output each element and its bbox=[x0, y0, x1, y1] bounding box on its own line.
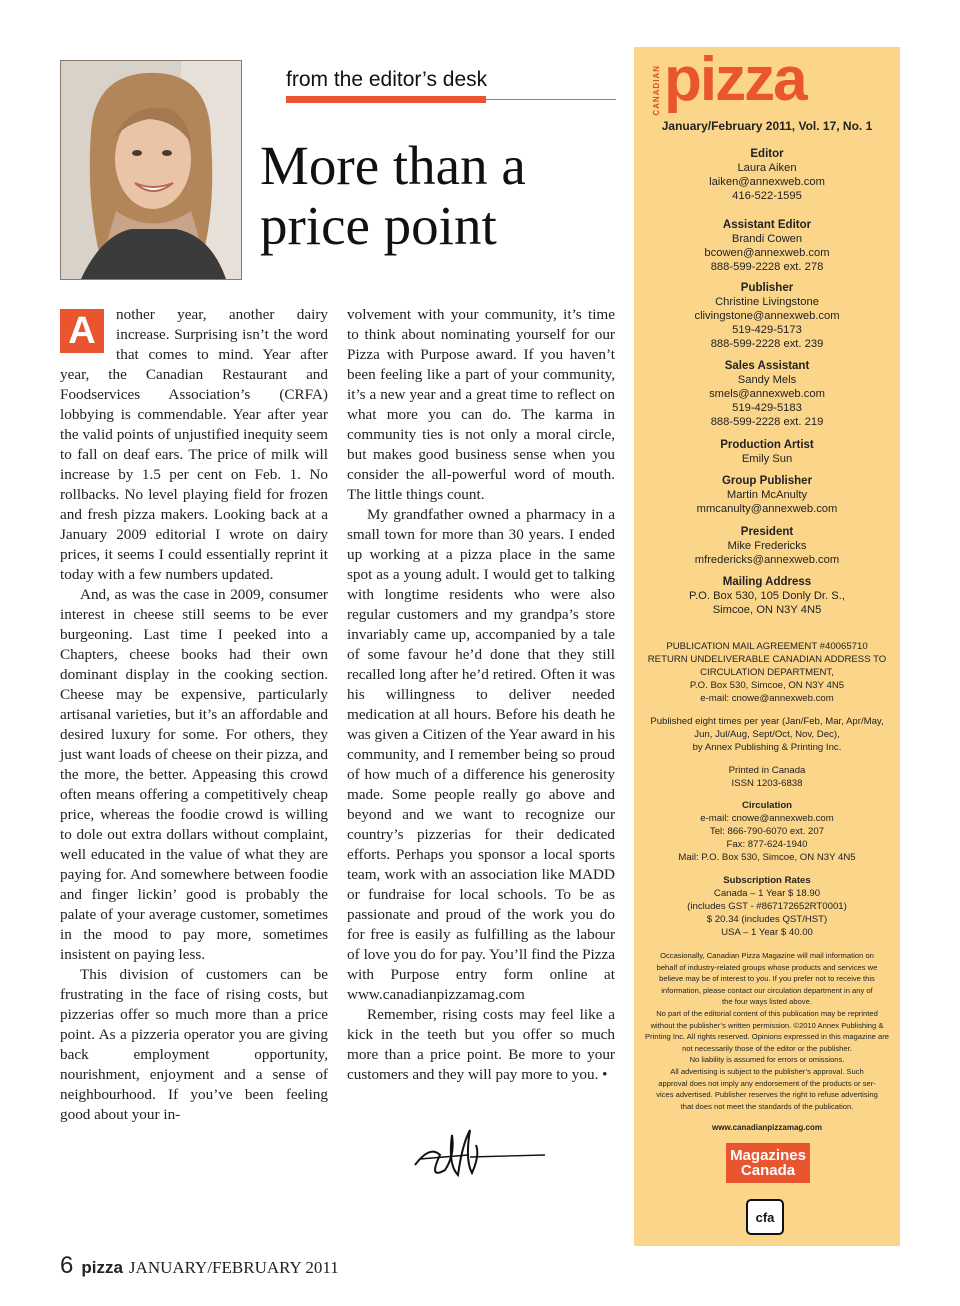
staff-role: Production Artist bbox=[720, 439, 814, 451]
staff-role: Editor bbox=[750, 148, 784, 160]
circulation-title: Circulation bbox=[741, 800, 793, 811]
page-footer bbox=[60, 1252, 339, 1280]
staff-detail: 888-599-2228 ext. 219 bbox=[710, 416, 824, 428]
editor-portrait-image bbox=[61, 61, 241, 279]
staff-role: Publisher bbox=[740, 282, 794, 294]
disclaimer-line: the four ways listed above. bbox=[722, 997, 812, 1007]
pizza-logo: pizza bbox=[664, 45, 806, 114]
staff-detail[interactable]: mmcanulty@annexweb.com bbox=[696, 503, 838, 515]
disclaimer-line: without the publisher’s written permission. ©2010 Annex Publishing & bbox=[650, 1020, 884, 1030]
circulation-info bbox=[640, 799, 894, 864]
frequency-line: by Annex Publishing & Printing Inc. bbox=[692, 742, 842, 753]
printed-info bbox=[640, 764, 894, 790]
staff-entry bbox=[634, 575, 900, 617]
circulation-line: Fax: 877-624-1940 bbox=[726, 839, 808, 850]
subscription-line: $ 20.34 (includes QST/HST) bbox=[706, 914, 828, 925]
staff-entry bbox=[634, 438, 900, 466]
staff-role: Group Publisher bbox=[721, 475, 813, 487]
staff-detail[interactable]: laiken@annexweb.com bbox=[709, 176, 825, 188]
disclaimer-line: All advertising is subject to the publisher’s approval. Such bbox=[670, 1066, 864, 1076]
staff-detail: Christine Livingstone bbox=[715, 296, 819, 308]
printed-line: Printed in Canada bbox=[728, 765, 806, 776]
publication-agreement bbox=[640, 640, 894, 705]
article-column-1 bbox=[60, 305, 328, 1125]
issue-info: January/February 2011, Vol. 17, No. 1 bbox=[661, 119, 873, 133]
staff-detail: Martin McAnulty bbox=[726, 489, 808, 501]
staff-detail: Mike Fredericks bbox=[727, 540, 807, 552]
editor-signature bbox=[410, 1125, 550, 1185]
staff-detail: Laura Aiken bbox=[737, 162, 797, 174]
circulation-line: Tel: 866-790-6070 ext. 207 bbox=[709, 826, 825, 837]
circulation-line: e-mail: cnowe@annexweb.com bbox=[700, 813, 834, 824]
cfa-logo-text: cfa bbox=[755, 1210, 775, 1225]
disclaimer-line: No liability is assumed for errors or omissions. bbox=[689, 1055, 845, 1065]
agreement-line: P.O. Box 530, Simcoe, ON N3Y 4N5 bbox=[689, 680, 845, 691]
staff-detail: 416-522-1595 bbox=[732, 190, 802, 202]
disclaimer-line: that does not meet the standards of the publication. bbox=[680, 1101, 854, 1111]
staff-entry bbox=[634, 147, 900, 203]
subscription-line: (includes GST - #867172652RT0001) bbox=[687, 901, 847, 912]
cfa-logo bbox=[745, 1198, 785, 1236]
staff-detail: Simcoe, ON N3Y 4N5 bbox=[712, 604, 822, 616]
staff-detail: 519-429-5173 bbox=[732, 324, 802, 336]
staff-role: Mailing Address bbox=[722, 576, 812, 588]
article-paragraph bbox=[60, 305, 328, 585]
staff-detail[interactable]: bcowen@annexweb.com bbox=[704, 247, 830, 259]
staff-entry bbox=[634, 359, 900, 429]
logo-text: Canada bbox=[740, 1162, 796, 1179]
staff-detail: Brandi Cowen bbox=[731, 233, 803, 245]
disclaimer-line: behalf of industry-related groups whose products and services we bbox=[656, 962, 878, 972]
disclaimer-line: vices advertised. Publisher reserves the right to refuse advertising bbox=[656, 1090, 878, 1100]
article-paragraph: And, as was the case in 2009, consumer interest in cheese still seems to be ever burgeoning. Last time I peeked into a Chapters, cheese books had their own dominant display in the cooking section. Cheese may be expensive, particularly artisanal varieties, but it’s an affordable and desired luxury for some. For others, they just want loads of cheese on their pizza, and the more, the better. Appeasing this crowd often means offering a competitively cheap price, whereas the foodie crowd is willing to dole out extra dollars without complaint, well educated in the value of what they are paying for. And somewhere between foodie and finger lickin’ good is probably the palate of your average customer, sometimes in the mood to pay more, sometimes insistent on paying less. bbox=[60, 586, 328, 963]
staff-detail: Emily Sun bbox=[741, 453, 793, 465]
disclaimer-line: believe may be of interest to you. If you prefer not to receive this bbox=[659, 974, 875, 984]
article-paragraph: Remember, rising costs may feel like a kick in the teeth but you offer so much more than a price point. Be more to your customers and they will pay more to you. • bbox=[347, 1006, 615, 1083]
subscription-line: Canada – 1 Year $ 18.90 bbox=[713, 888, 821, 899]
staff-entry bbox=[634, 218, 900, 274]
section-thin-rule bbox=[486, 99, 616, 100]
disclaimer bbox=[642, 950, 892, 1112]
disclaimer-line: Printing Inc. All rights reserved. Opinions expressed in this magazine are bbox=[645, 1032, 889, 1042]
article-column-2 bbox=[347, 305, 615, 1085]
website-link[interactable]: www.canadianpizzamag.com bbox=[712, 1123, 822, 1132]
footer-issue: JANUARY/FEBRUARY 2011 bbox=[128, 1258, 339, 1277]
drop-cap: A bbox=[60, 309, 104, 353]
headline-line-2: price point bbox=[260, 195, 497, 256]
disclaimer-line: information, please contact our circulation department in any of bbox=[661, 985, 873, 995]
staff-detail: 888-599-2228 ext. 239 bbox=[710, 338, 824, 350]
article-paragraph: volvement with your community, it’s time to think about nominating yourself for our Pizza with Purpose award. If you haven’t been feeling like a part of your community, it’s a new year and a great time to reflect on what more you can do. The karma in community ties is not only a moral circle, but makes good business sense when you consider the all-powerful word of mouth. The little things count. bbox=[347, 306, 615, 503]
magazines-canada-logo bbox=[726, 1143, 810, 1183]
staff-detail: P.O. Box 530, 105 Donly Dr. S., bbox=[689, 590, 845, 602]
disclaimer-line: Occasionally, Canadian Pizza Magazine will mail information on bbox=[660, 951, 874, 960]
frequency-line: Jun, Jul/Aug, Sept/Oct, Nov, Dec), bbox=[694, 729, 840, 740]
staff-detail: 519-429-5183 bbox=[732, 402, 802, 414]
circulation-line: Mail: P.O. Box 530, Simcoe, ON N3Y 4N5 bbox=[678, 852, 856, 863]
staff-detail[interactable]: smels@annexweb.com bbox=[709, 388, 825, 400]
logo-text: Magazines bbox=[730, 1147, 806, 1164]
paragraph-text: nother year, another dairy increase. Surprising isn’t the word that comes to mind. Year after year, the Canadian Restaurant and Foodservices Association’s (CRFA) lobbying is commendable. Year after year the valid points of unjustified inequity seem to fall on deaf ears. The price of milk will increase by 1.5 per cent on Feb. 1. No rollbacks. No level playing field for frozen and fresh pizza makers. Looking back at a January 2009 editorial I wrote on dairy prices, it seems I could essentially reprint it today with a few numbers updated. bbox=[60, 306, 328, 583]
frequency-line: Published eight times per year (Jan/Feb, Mar, Apr/May, bbox=[650, 716, 884, 727]
staff-role: Assistant Editor bbox=[722, 219, 812, 231]
staff-role: Sales Assistant bbox=[724, 360, 810, 372]
logo-canadian-text: CANADIAN bbox=[652, 65, 661, 116]
staff-detail: 888-599-2228 ext. 278 bbox=[710, 261, 824, 273]
article-paragraph: My grandfather owned a pharmacy in a small town for more than 30 years. I ended up working at a pizza place in the same spot as a young adult. I would get to talking with longtime residents who were also regular customers and my grandpa’s store invariably came up, accompanied by a tale of some favour he’d done that they still recalled long after he’d retired. Often it was his willingness to deliver needed medication at all hours. Before his death he was given a Citizen of the Year award in his community, and I remember being so proud of how much of a difference his generosity made. Some people really go above and beyond and we want to recognize our country’s pizzerias for their dedicated efforts. Perhaps you sponsor a local sports team, work with an association like MADD or fundraise for local schools. To be as passionate and proud of the work you do for free is easily as fulfilling as the labour of love you do for pay. You’ll find the Pizza with Purpose entry form online at www.canadianpizzamag.com bbox=[347, 506, 615, 1003]
disclaimer-line: approval does not imply any endorsement of the products or ser- bbox=[658, 1078, 876, 1088]
agreement-line: PUBLICATION MAIL AGREEMENT #40065710 bbox=[666, 641, 868, 652]
subscription-line: USA – 1 Year $ 40.00 bbox=[721, 927, 813, 938]
masthead-panel bbox=[634, 47, 900, 1246]
footer-brand: pizza bbox=[81, 1258, 123, 1277]
staff-detail[interactable]: mfredericks@annexweb.com bbox=[694, 554, 840, 566]
staff-detail[interactable]: clivingstone@annexweb.com bbox=[694, 310, 840, 322]
headline-line-1: More than a bbox=[260, 135, 526, 196]
staff-entry bbox=[634, 281, 900, 351]
staff-detail: Sandy Mels bbox=[737, 374, 797, 386]
agreement-line: CIRCULATION DEPARTMENT, bbox=[700, 667, 834, 678]
printed-line: ISSN 1203-6838 bbox=[731, 778, 803, 789]
agreement-line: RETURN UNDELIVERABLE CANADIAN ADDRESS TO bbox=[647, 654, 887, 665]
article-headline bbox=[260, 136, 620, 256]
section-label: from the editor’s desk bbox=[286, 68, 488, 91]
staff-entry bbox=[634, 525, 900, 567]
editor-photo bbox=[60, 60, 242, 280]
subscription-title: Subscription Rates bbox=[723, 875, 811, 886]
staff-entry bbox=[634, 474, 900, 516]
article-paragraph: This division of customers can be frustrating in the face of rising costs, but pizzerias offer so much more than a price point. As a pizzeria operator you are giving back employment opportunity, nourishment, enjoyment and a sense of neighbourhood. If you’ve been feeling good about your in- bbox=[60, 966, 328, 1123]
disclaimer-line: No part of the editorial content of this publication may be reprinted bbox=[656, 1008, 878, 1018]
section-accent-rule bbox=[286, 96, 486, 103]
disclaimer-line: not necessarily those of the editor or the publisher. bbox=[682, 1043, 852, 1053]
subscription-info bbox=[640, 874, 894, 939]
staff-role: President bbox=[740, 526, 794, 538]
agreement-line: e-mail: cnowe@annexweb.com bbox=[700, 693, 834, 704]
publication-frequency bbox=[640, 715, 894, 754]
page-number: 6 bbox=[60, 1252, 74, 1279]
